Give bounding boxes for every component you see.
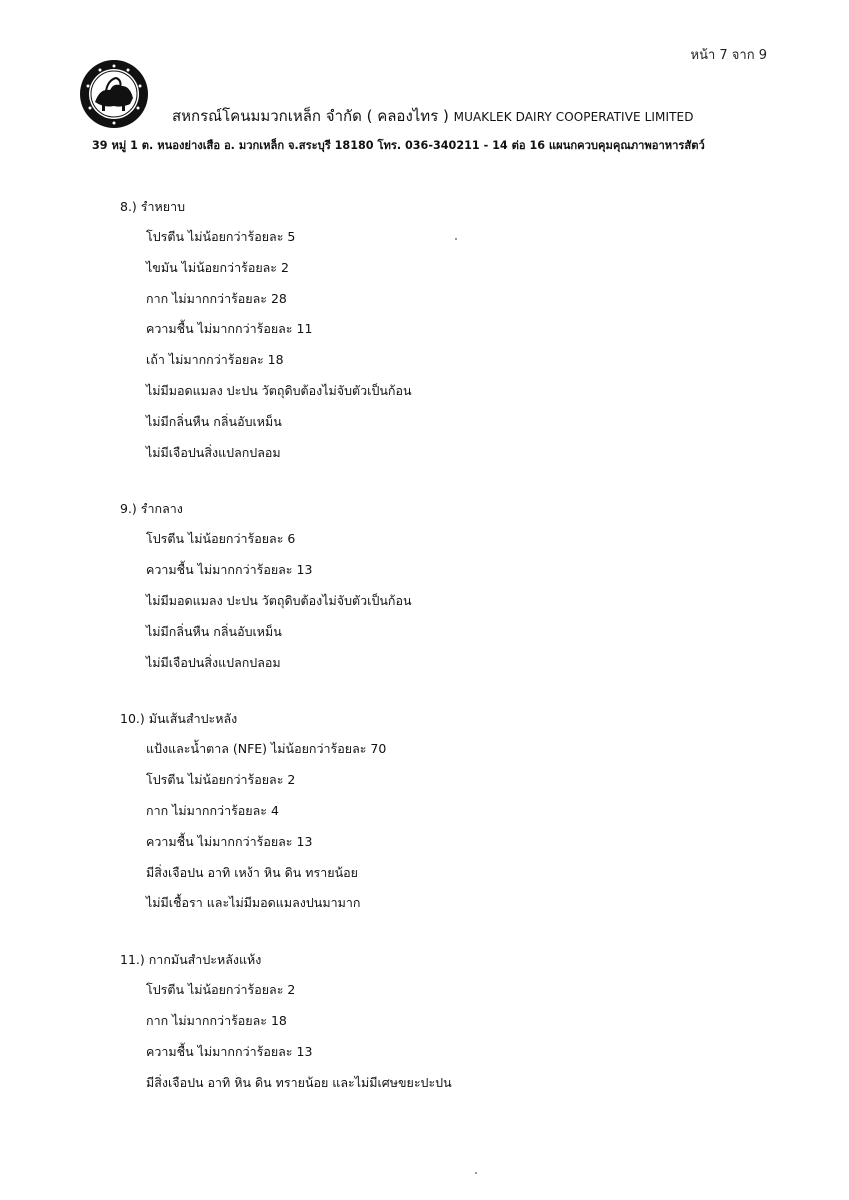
list-item: ไม่มีเจือปนสิ่งแปลกปลอม <box>146 654 281 670</box>
list-item: มีสิ่งเจือปน อาทิ เหง้า หิน ดิน ทรายน้อย <box>146 864 358 880</box>
list-item: ความชื้น ไม่มากกว่าร้อยละ 13 <box>146 562 313 578</box>
section-title: 8.) รำหยาบ <box>120 199 186 214</box>
list-item: ไม่มีกลิ่นหืน กลิ่นอับเหม็น <box>146 413 282 429</box>
organization-name-thai: สหกรณ์โคนมมวกเหล็ก จำกัด ( คลองไทร ) <box>172 107 449 125</box>
section-medium-rice-bran <box>120 494 760 678</box>
list-item: มีสิ่งเจือปน อาทิ หิน ดิน ทรายน้อย และไม่มีเศษขยะปะปน <box>146 1074 452 1090</box>
scan-speck <box>455 238 457 240</box>
list-item: ไม่มีมอดแมลง ปะปน วัตถุดิบต้องไม่จับตัวเป็นก้อน <box>146 592 412 608</box>
document-body <box>120 192 760 1124</box>
list-item: ไม่มีมอดแมลง ปะปน วัตถุดิบต้องไม่จับตัวเป็นก้อน <box>146 382 412 398</box>
list-item: ความชื้น ไม่มากกว่าร้อยละ 13 <box>146 1043 313 1059</box>
list-item: ความชื้น ไม่มากกว่าร้อยละ 13 <box>146 833 313 849</box>
list-item: กาก ไม่มากกว่าร้อยละ 18 <box>146 1012 287 1028</box>
list-item: แป้งและน้ำตาล (NFE) ไม่น้อยกว่าร้อยละ 70 <box>146 741 387 757</box>
list-item: ไม่มีกลิ่นหืน กลิ่นอับเหม็น <box>146 623 282 639</box>
list-item: โปรตีน ไม่น้อยกว่าร้อยละ 5 <box>146 229 296 244</box>
section-dried-cassava-pulp <box>120 945 760 1098</box>
organization-name <box>172 104 694 128</box>
organization-address: 39 หมู่ 1 ต. หนองย่างเสือ อ. มวกเหล็ก จ.สระบุรี 18180 โทร. 036-340211 - 14 ต่อ 16 แผนกควบคุมคุณภาพอาหารสัตว์ <box>92 139 705 152</box>
list-item: โปรตีน ไม่น้อยกว่าร้อยละ 2 <box>146 772 296 788</box>
list-item: ความชื้น ไม่มากกว่าร้อยละ 11 <box>146 321 313 337</box>
page-number: หน้า 7 จาก 9 <box>690 48 767 63</box>
scan-speck <box>475 1172 477 1174</box>
list-item: กาก ไม่มากกว่าร้อยละ 4 <box>146 802 279 818</box>
section-coarse-rice-bran <box>120 192 760 468</box>
section-cassava-chips <box>120 704 760 919</box>
section-title: 10.) มันเส้นสำปะหลัง <box>120 711 238 727</box>
list-item: โปรตีน ไม่น้อยกว่าร้อยละ 6 <box>146 531 296 547</box>
organization-name-english: MUAKLEK DAIRY COOPERATIVE LIMITED <box>453 110 694 124</box>
cooperative-seal-icon <box>78 58 150 130</box>
list-item: โปรตีน ไม่น้อยกว่าร้อยละ 2 <box>146 982 296 998</box>
list-item: เถ้า ไม่มากกว่าร้อยละ 18 <box>146 352 284 368</box>
list-item: กาก ไม่มากกว่าร้อยละ 28 <box>146 290 287 306</box>
list-item: ไม่มีเชื้อรา และไม่มีมอดแมลงปนมามาก <box>146 895 361 911</box>
section-title: 9.) รำกลาง <box>120 501 183 517</box>
list-item: ไขมัน ไม่น้อยกว่าร้อยละ 2 <box>146 259 289 275</box>
section-title: 11.) กากมันสำปะหลังแห้ง <box>120 952 262 968</box>
list-item: ไม่มีเจือปนสิ่งแปลกปลอม <box>146 444 281 460</box>
